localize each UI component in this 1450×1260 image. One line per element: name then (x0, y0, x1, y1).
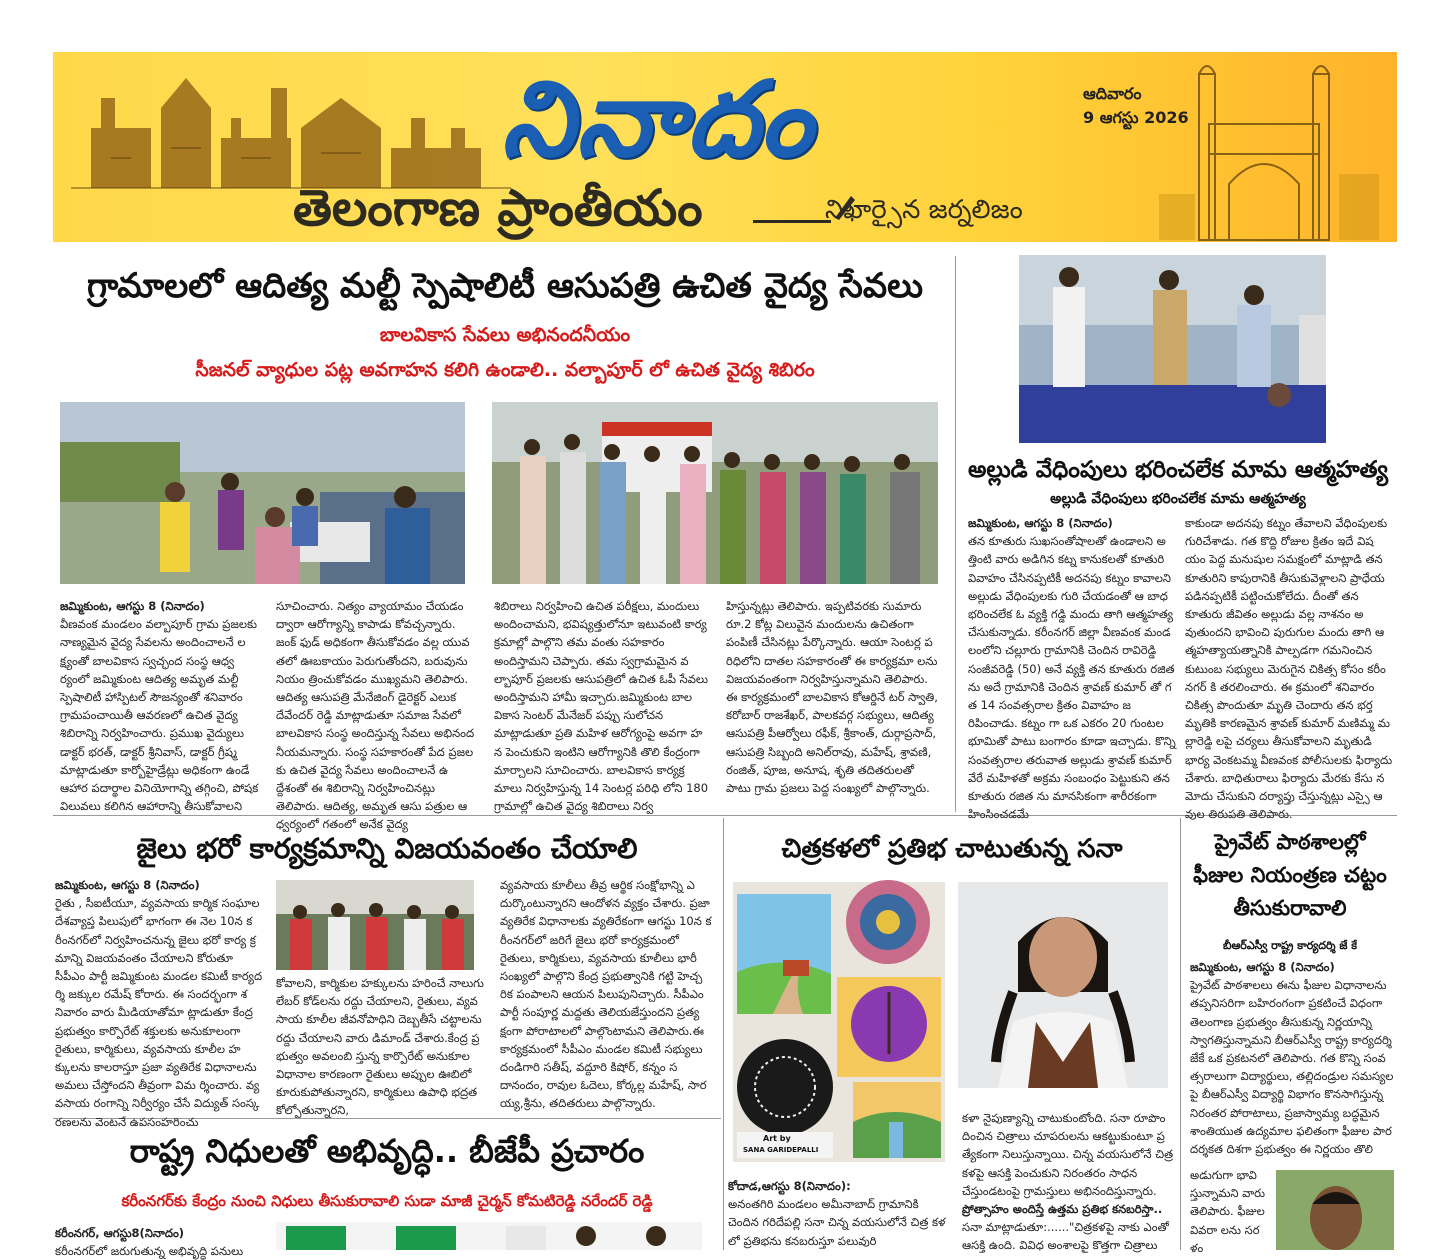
edition-date-text: 9 ఆగస్టు 2026 (1083, 108, 1189, 127)
story4-column2-text: కళా నైపుణ్యాన్ని చాటుకుంటోంది. సనా రూపొం దించిన చిత్రాలు చూపరులను ఆకట్టుకుంటూ ప్రత్యేకంగా నిలుస్తున్నాయి. చిన్న వయసులోనే చిత్రకళపై ఆసక్తి పెంచుకుని నిరంతరం సాధన చేస్తుండటంపై గ్రామస్తులు అభినందిస్తున్నారు. (962, 1111, 1174, 1198)
charminar-illustration (1159, 54, 1389, 240)
newspaper-title: నినాదం (501, 58, 815, 180)
sana-portrait-photo (958, 882, 1168, 1088)
story1-dateline: జమ్మికుంట, ఆగస్టు 8 (నినాదం) (60, 599, 205, 613)
story4-headline: చిత్రకళలో ప్రతిభ చాటుతున్న సనా (781, 834, 1123, 864)
story3-column1-text: రైతు , సీఐటీయూ, వ్యవసాయ కార్మిక సంఘాల దేశవ్యాప్త పిలుపులో భాగంగా ఈ నెల 10న కరీంనగర్‌లో నిర్వహించనున్న జైలు భరో కార్య క్రమాన్ని విజయవంతం చేయాలని కోరుతూ సీపీఎం పార్టీ జమ్మికుంట మండల కమిటీ కార్యదర్శి జక్కుల రమేష్ కోరారు. ఈ సందర్భంగా శనివారం వారు మీడియాతోమా ట్లాడుతూ కేంద్ర ప్రభుత్వం కార్పొరేట్ శక్తులకు అనుకూలంగా రైతులు, కార్మికులు, వ్యవసాయ కూలీల హక్కులను కాలరాస్తూ ప్రజా వ్యతిరేక విధానాలను అమలు చేస్తోందని తీవ్రంగా విమ ర్శించారు. వ్యవసాయ రంగాన్ని నిర్వీర్యం చేసే విద్యుత్ సంస్కరణలను వెంటనే ఉపసంహరించు (55, 896, 263, 1129)
story1-column4: హిస్తున్నట్లు తెలిపారు. ఇప్పటివరకు సుమారు రూ.2 కోట్ల విలువైన మందులను ఉచితంగా పంపిణీ చేసినట్లు పేర్కొన్నారు. ఆయా సెంటర్ల పరిధిలోని దాతల సహకారంతో ఈ కార్యక్రమా లను విజయవంతంగా నిర్వహిస్తున్నామని తెలిపారు.ఈ కార్యక్రమంలో బాలవికాస కోఆర్డినే టర్ స్వాతి, కరోబార్ రాజశేఖర్, పాలకవర్గ సభ్యులు, ఆదిత్య ఆసుపత్రి పీఆర్వోలు రఫీక్, శ్రీకాంత్, దుర్గాప్రసాద్, ఆసుపత్రి సిబ్బంది అనిల్‌రావు, మహేష్, శ్రావణి, రంజిత్, పూజ, అనూష, శృతి తదితరులతో పాటు గ్రామ ప్రజలు పెద్ద సంఖ్యలో పాల్గొన్నారు. (726, 599, 938, 796)
story4-subhead: ప్రోత్సాహం అందిస్తే ఉత్తమ ప్రతిభ కనబరిస్తా.. (962, 1202, 1163, 1217)
story5-column1 (1190, 958, 1394, 1166)
story2-subheadline: అల్లుడి వేధింపులు భరించలేక మామ ఆత్మహత్య (1050, 491, 1306, 507)
story5-column1-text: ప్రైవేట్ పాఠశాలలు ఈను ఫీజుల విధానాలను తప్పనిసరిగా బహిరంగంగా ప్రకటించే విధంగా తెలంగాణ ప్రభుత్వం తీసుకున్న నిర్ణయాన్ని స్వాగతిస్తున్నామని బీఆర్ఎస్వీ రాష్ట్ర కార్యదర్శి జేకే ఒక ప్రకటనలో తెలిపారు. గత కొన్ని సంవత్సరాలుగా విద్యార్థులు, తల్లిదండ్రుల సమస్యలపై బీఆర్ఎస్వీ విద్యార్థి విభాగం కొనసాగిస్తున్న నిరంతర పోరాటాలు, ప్రజాస్వామ్య బద్ధమైన శాంతియుత ఉద్యమాల ఫలితంగా ఫీజుల పారదర్శకత దిశగా ప్రభుత్వం ఈ నిర్ణయం తొలి (1190, 978, 1394, 1157)
story3-dateline: జమ్మికుంట, ఆగస్టు 8 (నినాదం) (55, 878, 200, 892)
story2-headline: అల్లుడి వేధింపులు భరించలేక మామ ఆత్మహత్య (968, 457, 1388, 483)
column-rule (955, 256, 956, 812)
bjp-press-photo (276, 1222, 702, 1250)
story6-dateline: కరీంనగర్, ఆగస్టు8(నినాదం) (55, 1226, 185, 1240)
story2-column1 (968, 514, 1176, 822)
story5-column1b: అడుగుగా భావి స్తున్నామని వారు తెలిపారు. ఫీజుల వివరా లను సరళం (1190, 1168, 1265, 1255)
story3-headline: జైలు భరో కార్యక్రమాన్ని విజయవంతం చేయాలి (136, 832, 638, 865)
story1-column1-text: వీణవంక మండలం వల్బాపూర్ గ్రామ ప్రజలకు నాణ్యమైన వైద్య సేవలను అందించాలనే లక్ష్యంతో బాలవికాస స్వచ్ఛంద సంస్థ ఆధ్వర్యంలో జమ్మికుంట ఆదిత్య అమృత మల్టీ స్పెషాలిటీ హాస్పిటల్ సౌజన్యంతో శనివారం గ్రామపంచాయితీ ఆవరణలో ఉచిత వైద్య శిబిరాన్ని నిర్వహించారు. ప్రముఖ వైద్యులు డాక్టర్ భరత్, డాక్టర్ శ్రీనివాస్, డాక్టర్ గ్రీష్మ మాట్లాడుతూ కార్బోహైడ్రేట్లు అధికంగా ఉండే ఆహార పదార్థాల వినియోగాన్ని తగ్గించి, పోషక విలువలు కలిగిన ఆహారాన్ని తీసుకోవాలని (60, 617, 259, 814)
story3-column3: వ్యవసాయ కూలీలు తీవ్ర ఆర్థిక సంక్షోభాన్ని ఎదుర్కొంటున్నారని ఆందోళన వ్యక్తం చేశారు. ప్రజా వ్యతిరేక విధానాలకు వ్యతిరేకంగా ఆగస్టు 10న కరీంనగర్‌లో జరిగే జైలు భరో కార్యక్రమంలో రైతులు, కార్మికులు, వ్యవసాయ కూలీలు భారీ సంఖ్యలో పాల్గొని కేంద్ర ప్రభుత్వానికి గట్టి హెచ్చరిక పంపాలని ఆయన పిలుపునిచ్చారు. సీపీఎం పార్టీ సంపూర్ణ మద్దతు తెలియజేస్తుందని ప్రత్యక్షంగా పోరాటాలలో పాల్గొంటామని తెలిపారు.ఈ కార్యక్రమంలో సీపీఎం మండల కమిటీ సభ్యులు దండిగారి సతీష్, వద్దూరి కిషోర్, కన్నం సదానందం, రావుల ఓదెలు, కోర్కల్ల మహేష్, సారయ్య,శ్రీను, తదితరులు పాల్గొన్నారు. (500, 878, 712, 1111)
story4-column2 (962, 1109, 1174, 1253)
column-rule (723, 818, 724, 1250)
story2-dateline: జమ్మికుంట, ఆగస్టు 8 (నినాదం) (968, 516, 1113, 530)
edition-day: ఆదివారం (1083, 84, 1142, 103)
column-rule (1180, 818, 1181, 1250)
story6-column1-text: కరీంనగర్‌లో జరుగుతున్న అభివృద్ధి పనులు (55, 1244, 244, 1259)
story1-column3: శిబిరాలు నిర్వహించి ఉచిత పరీక్షలు, మందులు అందించామని, భవిష్యత్తులోనూ ఇటువంటి కార్యక్రమాల్లో పాల్గొని తమ వంతు సహకారం అందిస్తామని చెప్పారు. తమ స్వగ్రామమైన వల్బాపూర్ ప్రజలకు ఆసుపత్రిలో ఉచిత ఓపీ సేవలు అందిస్తామని హామీ ఇచ్చారు.జమ్మికుంట బాలవికాస సెంటర్ మేనేజర్ పప్పు సులోచన మాట్లాడుతూ ప్రతి మహిళ ఆరోగ్యంపై అవగా హన పెంచుకుని ఇంటిని ఆరోగ్యానికి తొలి కేంద్రంగా మార్చాలని సూచించారు. బాలవికాస కార్యక్రమాలు నిర్వహిస్తున్న 14 సెంటర్ల పరిధి లోని 180 గ్రామాల్లో ఉచిత వైద్య శిబిరాలు నిర్వ (494, 599, 709, 814)
story1-kicker: సీజనల్ వ్యాధుల పట్ల అవగాహన కలిగి ఉండాలి.. వల్బాపూర్ లో ఉచిత వైద్య శిబిరం (195, 359, 815, 381)
story4-column1 (728, 1177, 946, 1250)
story4-dateline: కోదాడ,ఆగస్టు 8(నినాదం): (728, 1179, 851, 1193)
medical-camp-photo (60, 402, 465, 584)
art-caption-line2: SANA GARIDEPALLI (743, 1146, 819, 1154)
tagline-rule (753, 220, 831, 223)
story2-column2: కాకుండా అదనపు కట్నం తేవాలని వేధింపులకు గురిచేశాడు. గత కొద్ది రోజుల క్రితం ఇదే విషయం పెద్ద మనుషుల సమక్షంలో మాట్లాడి తన కూతురిని కాపురానికి తీసుకువెళ్లాలని ప్రాధేయ పడినప్పటికీ పట్టించుకోలేదు. దీంతో తన కూతురు జీవితం అల్లుడు వల్ల నాశనం అవుతుందని భావించి పురుగుల మందు తాగి ఆత్మహత్యాయత్నానికి పాల్పడగా గమనించిన కుటుంబ సభ్యులు మెరుగైన చికిత్స కోసం కరీం నగర్ కి తరలించారు. ఈ క్రమంలో శనివారం చికిత్స పొందుతూ మృతి చెందారు తన భర్త మృతికి కారణమైన శ్రావణ్ కుమార్ మణిమ్మ మల్లారెడ్డి లపై చర్యలు తీసుకోవాలని మృతుడి భార్య వెంకటమ్మ వీణవంక పోలీసులకు ఫిర్యాదు చేశారు. బాధితురాలు ఫిర్యాదు మేరకు కేసు నమోదు చేసుకుని దర్యాప్తు చేస్తున్నట్లు ఎస్సై ఆవుల తిరుపతి తెలిపారు. (1185, 516, 1393, 822)
story1-headline: గ్రామాలలో ఆదిత్య మల్టీ స్పెషాలిటీ ఆసుపత్రి ఉచిత వైద్య సేవలు (87, 266, 923, 306)
story1-column1 (60, 597, 260, 814)
jk-portrait-photo (1276, 1170, 1394, 1250)
story1-subheadline: బాలవికాస సేవలు అభినందనీయం (379, 324, 631, 346)
group-photo (492, 402, 938, 584)
story3-column2: కోవాలని, కార్మికుల హక్కులను హరించే నాలుగు లేబర్ కోడ్‌లను రద్దు చేయాలని, రైతులు, వ్యవసాయ కూలీల జీవనోపాధిని దెబ్బతీసే చట్టాలను రద్దు చేయాలని వారు డిమాండ్ చేశారు.కేంద్ర ప్రభుత్వం అవలంబి స్తున్న కార్పొరేట్ అనుకూల విధానాల కారణంగా రైతులు అప్పుల ఊబిలో కూరుకుపోతున్నారని, కార్మికులు ఉపాధి భద్రత కోల్పోతున్నారని, (276, 976, 484, 1118)
newspaper-tagline: నిఖార్సైన జర్నలిజం (825, 195, 1023, 225)
cpm-leaders-photo (276, 880, 474, 970)
story6-column1 (55, 1224, 267, 1259)
story5-subheadline: బీఆర్ఎస్వీ రాష్ట్ర కార్యదర్శి జే కే (1223, 939, 1357, 952)
newspaper-subtitle: తెలంగాణ ప్రాంతీయం (293, 179, 703, 237)
story4-column2b-text: సనా మాట్లాడుతూ:......"చిత్రకళపై నాకు ఎంతో ఆసక్తి ఉంది. వివిధ అంశాలపై కొత్తగా చిత్రాలు (962, 1220, 1169, 1253)
masthead (53, 52, 1397, 242)
story5-headline: ప్రైవేట్ పాఠశాలల్లో ఫీజుల నియంత్రణ చట్టం తీసుకురావాలి (1193, 830, 1387, 920)
art-caption-line1: Art by (763, 1134, 791, 1143)
story4-column1-text: అనంతగిరి మండలం అమీనాబాద్ గ్రామానికి చెందిన గరిదేపల్లి సనా చిన్న వయసులోనే చిత్ర కళలో ప్రతిభను కనబరుస్తూ పలువురి (728, 1197, 946, 1248)
story2-column1-text: తన కూతురు సుఖసంతోషాలతో ఉండాలని అత్తింటి వారు అడిగిన కట్న కానుకలతో కూతురి వివాహం చేసినప్పటికీ అదనపు కట్నం కావాలని అల్లుడు వేధింపులకు గురి చేయడంతో ఆ బాధ భరించలేక ఓ వ్యక్తి గడ్డి మందు తాగి ఆత్మహత్య చేసుకున్నాడు. కరీంనగర్ జిల్లా వీణవంక మండలంలోని చల్లూరు గ్రామానికి చెందిన రావిరెడ్డి సంజీవరెడ్డి (50) అనే వ్యక్తి తన కూతురు రజితను అదే గ్రామానికి చెందిన శ్రావణ్ కుమార్ తో గత 14 సంవత్సరాల క్రితం వివాహం జరిపించాడు. కట్నం గా ఒక ఎకరం 20 గుంటల భూమితో పాటు బంగారం కూడా ఇచ్చాడు. కొన్ని సంవత్సరాల తరువాత అల్లుడు శ్రావణ్ కుమార్ వేరే మహిళతో అక్రమ సంబంధం పెట్టుకుని తన కూతురు రజిత ను మానసికంగా శారీరకంగా హింసించడమే (968, 534, 1176, 822)
story3-column1 (55, 876, 263, 1129)
story5-dateline: జమ్మికుంట, ఆగస్టు 8 (నినాదం) (1190, 960, 1335, 974)
hospital-bed-photo (1019, 255, 1326, 443)
paintings-photo (733, 882, 945, 1162)
story1-column2: సూచించారు. నిత్యం వ్యాయామం చేయడం ద్వారా ఆరోగ్యాన్ని కాపాడు కోవచ్చన్నారు. జంక్ ఫుడ్ అధికంగా తీసుకోవడం వల్ల యువతలో ఊబకాయం పెరుగుతోందని, బరువును నియం త్రించుకోవడం ముఖ్యమని తెలిపారు. ఆదిత్య ఆసుపత్రి మేనేజింగ్ డైరెక్టర్ ఎలుక దేవేందర్ రెడ్డి మాట్లాడుతూ సమాజ సేవలో బాలవికాస సంస్థ అందిస్తున్న సేవలు అభినందనీయమన్నారు. సంస్థ సహకారంతో పేద ప్రజలకు ఉచిత వైద్య సేవలు అందించాలనే ఉద్దేశంతో ఈ శిబిరాన్ని నిర్వహించినట్లు తెలిపారు. ఆదిత్య, అమృత ఆసు పత్రుల ఆధ్వర్యంలో గతంలో అనేక వైద్య (276, 599, 475, 832)
story6-subheadline: కరీంనగర్‌కు కేంద్రం నుంచి నిధులు తీసుకురావాలి సుడా మాజీ చైర్మన్ కోమటిరెడ్డి నరేందర్ రెడ్డి (121, 1192, 653, 1210)
story6-headline: రాష్ట్ర నిధులతో అభివృద్ధి.. బీజేపీ ప్రచారం (129, 1132, 645, 1170)
heritage-monuments-illustration (71, 58, 511, 198)
